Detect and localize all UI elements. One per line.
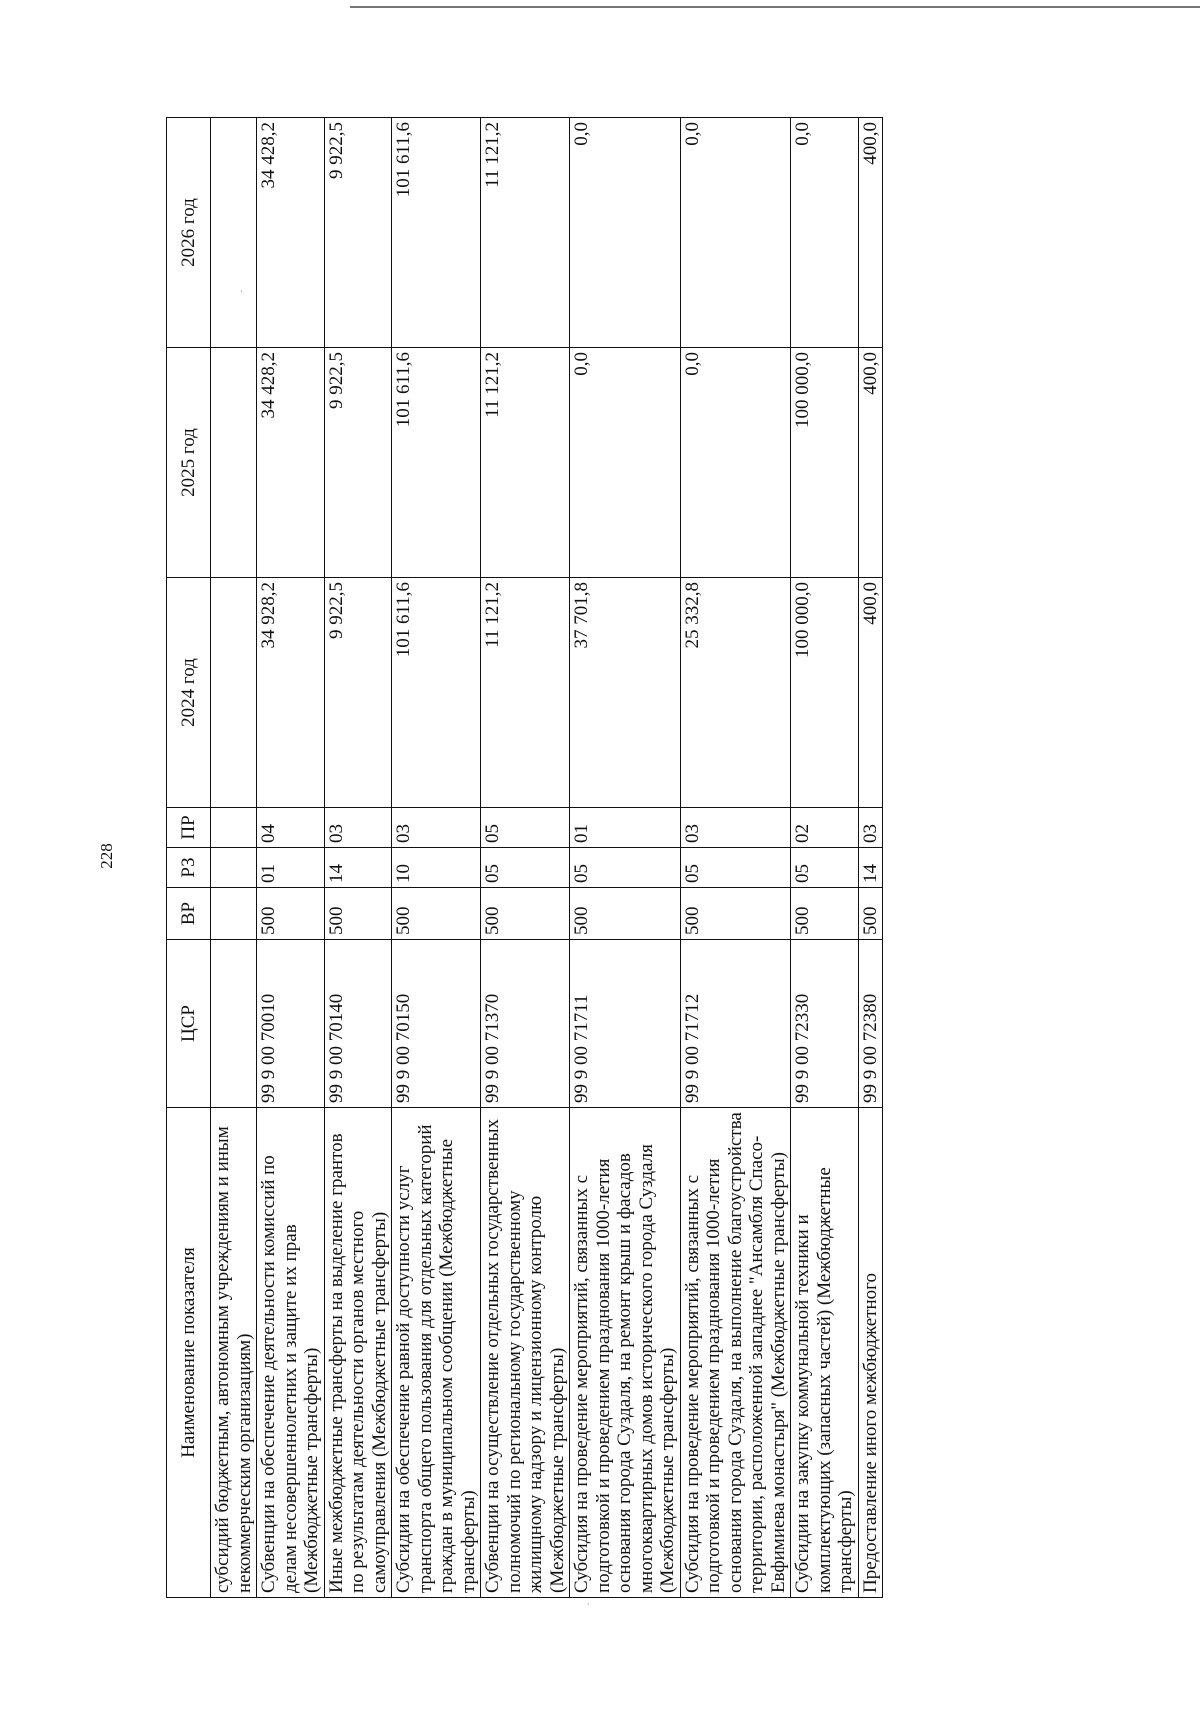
row-rz: 10 <box>392 848 481 888</box>
row-2024: 400,0 <box>858 578 883 808</box>
header-rz: РЗ <box>167 848 211 888</box>
row-pr: 03 <box>680 808 791 848</box>
row-2026: 400,0 <box>858 118 883 348</box>
row-rz: 05 <box>680 848 791 888</box>
row-name: Предоставление иного межбюджетного <box>858 1108 883 1598</box>
row-2024: 34 928,2 <box>257 578 325 808</box>
row-pr: 03 <box>324 808 392 848</box>
row-csr: 99 9 00 72330 <box>791 940 859 1108</box>
row-vr: 500 <box>481 888 570 940</box>
row-rz <box>211 848 257 888</box>
rotated-table-container <box>166 118 1166 1598</box>
header-name: Наименование показателя <box>167 1108 211 1598</box>
row-2025: 34 428,2 <box>257 348 325 578</box>
row-csr: 99 9 00 71711 <box>570 940 681 1108</box>
row-name: Иные межбюджетные трансферты на выделение грантов по результатам деятельности органов местного самоуправления (Межбюджетные трансферты) <box>324 1108 392 1598</box>
row-2026 <box>211 118 257 348</box>
row-rz: 05 <box>570 848 681 888</box>
row-rz: 05 <box>791 848 859 888</box>
table-row <box>570 118 681 1598</box>
row-vr: 500 <box>791 888 859 940</box>
row-pr: 02 <box>791 808 859 848</box>
row-2025: 0,0 <box>680 348 791 578</box>
row-2024: 100 000,0 <box>791 578 859 808</box>
row-csr: 99 9 00 71712 <box>680 940 791 1108</box>
row-csr: 99 9 00 70150 <box>392 940 481 1108</box>
row-vr: 500 <box>257 888 325 940</box>
row-name: Субсидии на закупку коммунальной техники и комплектующих (запасных частей) (Межбюджетные трансферты) <box>791 1108 859 1598</box>
row-rz: 14 <box>324 848 392 888</box>
header-pr: ПР <box>167 808 211 848</box>
scan-speck: · <box>240 287 243 296</box>
row-csr: 99 9 00 70140 <box>324 940 392 1108</box>
row-rz: 01 <box>257 848 325 888</box>
row-pr: 03 <box>392 808 481 848</box>
row-name: субсидий бюджетным, автономным учреждениям и иным некоммерческим организациям) <box>211 1108 257 1598</box>
row-csr: 99 9 00 70010 <box>257 940 325 1108</box>
row-pr: 01 <box>570 808 681 848</box>
table-row <box>680 118 791 1598</box>
row-vr: 500 <box>680 888 791 940</box>
table-row <box>324 118 392 1598</box>
row-name: Субсидия на проведение мероприятий, связанных с подготовкой и проведением празднования 1000-летия основания города Суздаля, на выполнение благоустройства территории, расположенной западнее "Ансамбля Спасо-Евфимиева монастыря" (Межбюджетные трансферты) <box>680 1108 791 1598</box>
row-2025 <box>211 348 257 578</box>
row-name: Субсидии на обеспечение равной доступности услуг транспорта общего пользования для отдельных категорий граждан в муниципальном сообщении (Межбюджетные трансферты) <box>392 1108 481 1598</box>
row-2026: 11 121,2 <box>481 118 570 348</box>
table-row <box>791 118 859 1598</box>
budget-table <box>166 117 883 1598</box>
row-2025: 101 611,6 <box>392 348 481 578</box>
row-pr: 05 <box>481 808 570 848</box>
table-row <box>858 118 883 1598</box>
row-2025: 0,0 <box>570 348 681 578</box>
table-row <box>211 118 257 1598</box>
row-2025: 400,0 <box>858 348 883 578</box>
row-vr: 500 <box>324 888 392 940</box>
row-2024: 37 701,8 <box>570 578 681 808</box>
header-2025: 2025 год <box>167 348 211 578</box>
header-csr: ЦСР <box>167 940 211 1108</box>
row-pr: 04 <box>257 808 325 848</box>
scan-speck: · <box>587 1600 590 1609</box>
row-2025: 9 922,5 <box>324 348 392 578</box>
page-number: 228 <box>97 843 116 869</box>
row-2024: 11 121,2 <box>481 578 570 808</box>
row-rz: 05 <box>481 848 570 888</box>
row-vr: 500 <box>570 888 681 940</box>
row-name: Субвенции на осуществление отдельных государственных полномочий по региональному государственному жилищному надзору и лицензионному контролю (Межбюджетные трансферты) <box>481 1108 570 1598</box>
header-2024: 2024 год <box>167 578 211 808</box>
table-row <box>392 118 481 1598</box>
row-2025: 100 000,0 <box>791 348 859 578</box>
row-pr: 03 <box>858 808 883 848</box>
row-2024: 25 332,8 <box>680 578 791 808</box>
row-2024: 101 611,6 <box>392 578 481 808</box>
row-csr: 99 9 00 72380 <box>858 940 883 1108</box>
row-2026: 0,0 <box>791 118 859 348</box>
row-csr: 99 9 00 71370 <box>481 940 570 1108</box>
row-pr <box>211 808 257 848</box>
top-rule <box>350 6 1200 8</box>
table-row <box>481 118 570 1598</box>
header-row <box>167 118 211 1598</box>
header-vr: ВР <box>167 888 211 940</box>
row-2026: 34 428,2 <box>257 118 325 348</box>
row-2026: 0,0 <box>680 118 791 348</box>
row-vr <box>211 888 257 940</box>
row-vr: 500 <box>858 888 883 940</box>
row-2024 <box>211 578 257 808</box>
row-csr <box>211 940 257 1108</box>
row-2025: 11 121,2 <box>481 348 570 578</box>
row-2026: 0,0 <box>570 118 681 348</box>
row-2026: 101 611,6 <box>392 118 481 348</box>
row-name: Субсидия на проведение мероприятий, связанных с подготовкой и проведением празднования 1000-летия основания города Суздаля, на ремонт крыш и фасадов многоквартирных домов исторического города Суздаля (Межбюджетные трансферты) <box>570 1108 681 1598</box>
table-row <box>257 118 325 1598</box>
row-name: Субвенции на обеспечение деятельности комиссий по делам несовершеннолетних и защите их прав (Межбюджетные трансферты) <box>257 1108 325 1598</box>
row-vr: 500 <box>392 888 481 940</box>
row-2024: 9 922,5 <box>324 578 392 808</box>
header-2026: 2026 год <box>167 118 211 348</box>
row-rz: 14 <box>858 848 883 888</box>
row-2026: 9 922,5 <box>324 118 392 348</box>
